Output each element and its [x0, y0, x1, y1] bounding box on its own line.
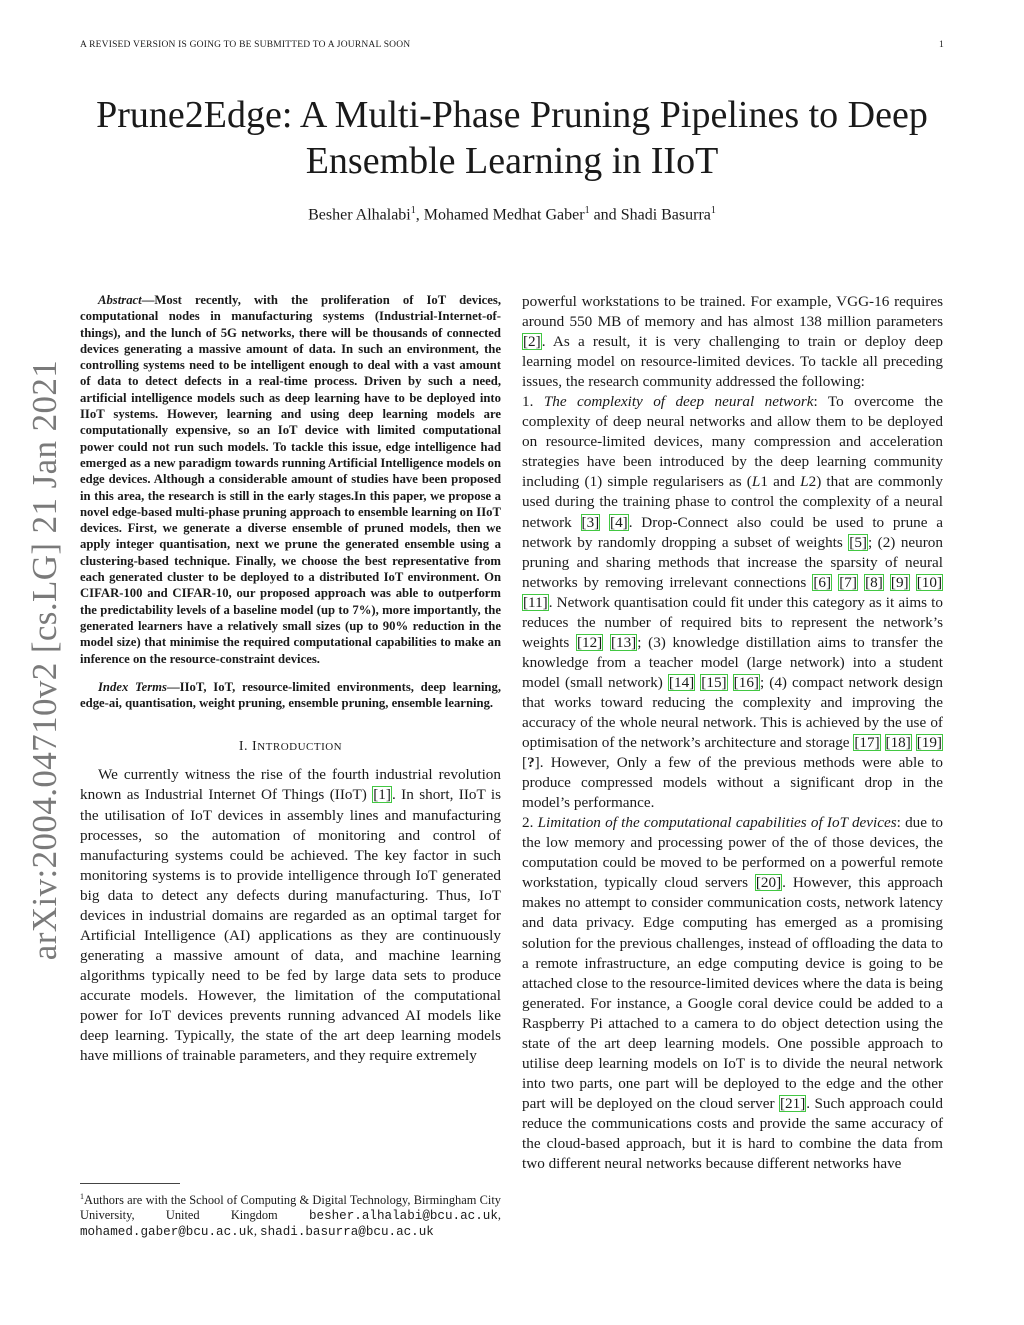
citation-link[interactable]: [18]	[885, 734, 911, 752]
left-column	[80, 292, 501, 1066]
abstract-text: Most recently, with the proliferation of IoT devices, computational nodes in manufacturing systems (Industrial-Internet-of-things), and the lunch of 5G networks, there will be thousands of connected devices generating a massive amount of data. In such an environment, the controlling systems need to be intelligent enough to deal with a vast amount of data to detect defects in a real-time process. Driven by such a need, artificial intelligence models such as deep learning have to be deployed into IIoT systems. However, learning and using deep learning models are computationally expensive, so an IoT device with limited computational power could not run such models. To tackle this issue, edge intelligence had emerged as a new paradigm towards running Artificial Intelligence models on edge devices. Although a considerable amount of studies have been proposed in this area, the research is still in the early stages.In this paper, we propose a novel edge-based multi-phase pruning approach to ensemble learning on IIoT devices. First, we generate a diverse ensemble of pruned models, then we apply integer quantisation, next we prune the generated ensemble using a clustering-based technique. Finally, we choose the best representative from each generated cluster to be deployed to a distributed IoT environment. On CIFAR-100 and CIFAR-10, our proposed approach was able to outperform the predictability levels of a baseline model (up to 7%), more importantly, the generated learners have a relatively small sizes (up to 90% reduction in the model size) that minimise the required computational capabilities to make an inference on the resource-constraint devices.	[80, 293, 501, 666]
email-link[interactable]: besher.alhalabi@bcu.ac.uk	[308, 1208, 498, 1223]
citation-link[interactable]: [14]	[668, 673, 695, 691]
arxiv-id: arXiv:2004.04710v2 [cs.LG] 21 Jan 2021	[25, 359, 65, 961]
body-paragraph: 1. The complexity of deep neural network: To overcome the complexity of deep neural networks and allow them to be deployed on resource-limited devices, many compression and acceleration strategies have been introduced by the deep learning community including (1) simple regularisers as (L1 and L2) that are commonly used during the training phase to control the complexity of a neural network [3] [4]. Drop-Connect also could be used to prune a network by randomly dropping a subset of weights [5]; (2) neuron pruning and sharing methods that increase the sparsity of neural networks by removing irrelevant connections [6] [7] [8] [9] [10] [11]. Network quantisation could fit under this category as it aims to reduces the number of required bits to represent the network’s weights [12] [13]; (3) knowledge distillation aims to transfer the knowledge from a teacher model (large network) into a student model (small network) [14] [15] [16]; (4) compact network design that works toward reducing the complexity and improving the accuracy of the whole neural network. This is achieved by the use of optimisation of the network’s architecture and storage [17] [18] [19] [?]. However, Only a few of the previous methods were able to produce compressed models without a significant drop in the model’s performance.	[522, 393, 944, 812]
body-paragraph: 2. Limitation of the computational capabilities of IoT devices: due to the low memory and processing power of the of those devices, the computation could be moved to be performed on a powerful remote workstation, typically cloud servers [20]. However, this approach makes no attempt to consider communication costs, network latency and data privacy. Edge computing has emerged as a promising solution for the previous challenges, instead of offloading the data to a remote infrastructure, an edge computing device is going to be attached close to the resource-limited devices where the data is being generated. For instance, a Google coral device could be added to a Raspberry Pi attached to a camera to do object detection using the state of the art deep learning models. One possible approach to utilise deep learning models on IoT is to divide the neural network into two parts, one part will be deployed to the edge and the other part will be deployed on the cloud server [21]. Such approach could reduce the communications costs and provide the same accuracy of the cloud-based approach, but it is hard to combine the data from two different neural networks because different networks have	[522, 814, 944, 1173]
citation-link[interactable]: [21]	[779, 1094, 806, 1112]
arxiv-stamp	[20, 360, 70, 960]
email-link[interactable]: shadi.basurra@bcu.ac.uk	[260, 1224, 434, 1239]
citation-link[interactable]: [7]	[839, 573, 857, 591]
citation-link[interactable]: [9]	[890, 573, 909, 591]
affiliation-mark: 1	[584, 205, 590, 216]
affiliation-mark: 1	[410, 205, 416, 216]
intro-paragraph: We currently witness the rise of the fourth industrial revolution known as Industrial Internet Of Things (IIoT) [1]. In short, IIoT is the utilisation of IoT devices in assembly lines and manufacturing processes, so the automation of monitoring and control of manufacturing systems could be achieved. The key factor in such monitoring systems is to provide intelligence through IoT generated big data to detect any defects during manufacturing. Thus, IoT devices in industrial domains are regarded as an optimal target for Artificial Intelligence (AI) applications as they are continuously generating a massive amount of data, and machine learning algorithms typically need to be fed by large data sets to produce accurate models. However, the limitation of the computational power for IoT devices prevents running advanced AI models like deep learning. Typically, the state of the art deep learning models have millions of trainable parameters, and they require extremely	[80, 766, 501, 1065]
page-number: 1	[939, 40, 944, 50]
citation-link[interactable]: [5]	[849, 533, 867, 551]
section-numeral: I.	[238, 739, 249, 755]
citation-link[interactable]: [15]	[701, 673, 727, 691]
citation-link[interactable]: [6]	[813, 573, 832, 591]
section-title-initial: I	[252, 739, 258, 755]
author-list: Besher Alhalabi$^1$, Mohamed Medhat Gaber$^1$ and Shadi Basurra$^1$	[308, 205, 716, 224]
footnote: $^1$Authors are with the School of Computing & Digital Technology, Birmingham City University, United Kingdom besher.alhalabi@bcu.ac.uk, mohamed.gaber@bcu.ac.uk, shadi.basurra@bcu.ac.uk	[80, 1192, 501, 1239]
citation-link[interactable]: [19]	[916, 734, 942, 752]
citation-link[interactable]: [11]	[523, 593, 548, 611]
abstract: Abstract—Most recently, with the proliferation of IoT devices, computational nodes in manufacturing systems (Industrial-Internet-of-things), and the lunch of 5G networks, there will be thousands of connected devices generating a massive amount of data. In such an environment, the controlling systems need to be intelligent enough to deal with a vast amount of data to detect defects in a real-time process. Driven by such a need, artificial intelligence models such as deep learning have to be deployed into IIoT systems. However, learning and using deep learning models are computationally expensive, so an IoT device with limited computational power could not run such models. To tackle this issue, edge intelligence had emerged as a new paradigm towards running Artificial Intelligence models on edge devices. Although a considerable amount of studies have been proposed in this area, the research is still in the early stages.In this paper, we propose a novel edge-based multi-phase pruning approach to ensemble learning on IIoT devices. First, we generate a diverse ensemble of pruned models, then we apply integer quantisation, next we prune the generated ensemble using a clustering-based technique. Finally, we choose the best representative from each generated cluster to be deployed to a distributed IoT environment. On CIFAR-100 and CIFAR-10, our proposed approach was able to outperform the predictability levels of a baseline model (up to 7%), more importantly, the generated learners have a relatively small sizes (up to 90% reduction in the model size) that minimise the required computational capabilities to make an inference on the resource-constraint devices.	[80, 293, 501, 666]
citation-link[interactable]: [8]	[865, 573, 883, 591]
running-title: A REVISED VERSION IS GOING TO BE SUBMITTED TO A JOURNAL SOON	[80, 40, 411, 50]
item-title: Limitation of the computational capabilities of IoT devices	[537, 814, 897, 832]
citation-link[interactable]: [4]	[610, 513, 628, 531]
author-conjunction: and	[593, 206, 617, 224]
item-title: The complexity of deep neural network	[543, 393, 814, 411]
affiliation-mark: 1	[710, 205, 716, 216]
citation-link[interactable]: [12]	[576, 633, 603, 651]
section-heading	[80, 739, 501, 755]
body-paragraph: powerful workstations to be trained. For example, VGG-16 requires around 550 MB of memory and has almost 138 million parameters [2]. As a result, it is very challenging to train or deploy deep learning model on resource-limited devices. To tackle all preceding issues, the research community addressed the following:	[522, 293, 943, 391]
citation-link[interactable]: [10]	[916, 573, 943, 591]
footnote-mark: 1	[80, 1192, 84, 1201]
citation-link[interactable]: [17]	[854, 734, 880, 752]
email-link[interactable]: mohamed.gaber@bcu.ac.uk	[80, 1224, 254, 1239]
index-terms-label: Index Terms	[98, 679, 167, 694]
citation-link[interactable]: [13]	[610, 633, 637, 651]
citation-link[interactable]: [16]	[733, 673, 759, 691]
footnote-text: Authors are with the School of Computing & Digital Technology, Birmingham City University, United Kingdom	[80, 1193, 501, 1222]
author-3: Shadi Basurra	[620, 206, 711, 224]
author-2: Mohamed Medhat Gaber	[423, 206, 585, 224]
citation-link[interactable]: [20]	[755, 874, 782, 892]
footnote-rule	[80, 1183, 180, 1184]
citation-link[interactable]: [3]	[581, 513, 600, 531]
index-terms-text: IIoT, IoT, resource-limited environments, deep learning, edge-ai, quantisation, weight pruning, ensemble pruning, ensemble learning.	[80, 679, 501, 711]
unresolved-citation: ?	[527, 754, 535, 772]
abstract-label: Abstract	[98, 293, 142, 307]
right-column	[522, 292, 943, 1174]
author-1: Besher Alhalabi	[308, 206, 411, 224]
citation-link[interactable]: [1]	[373, 786, 391, 804]
running-head	[80, 40, 944, 56]
section-title-rest: NTRODUCTION	[257, 741, 343, 754]
index-terms: Index Terms—IIoT, IoT, resource-limited environments, deep learning, edge-ai, quantisation, weight pruning, ensemble pruning, ensemble learning.	[80, 679, 501, 711]
paper-title: Prune2Edge: A Multi-Phase Pruning Pipelines to Deep Ensemble Learning in IIoT	[96, 94, 928, 182]
citation-link[interactable]: [2]	[523, 333, 541, 351]
